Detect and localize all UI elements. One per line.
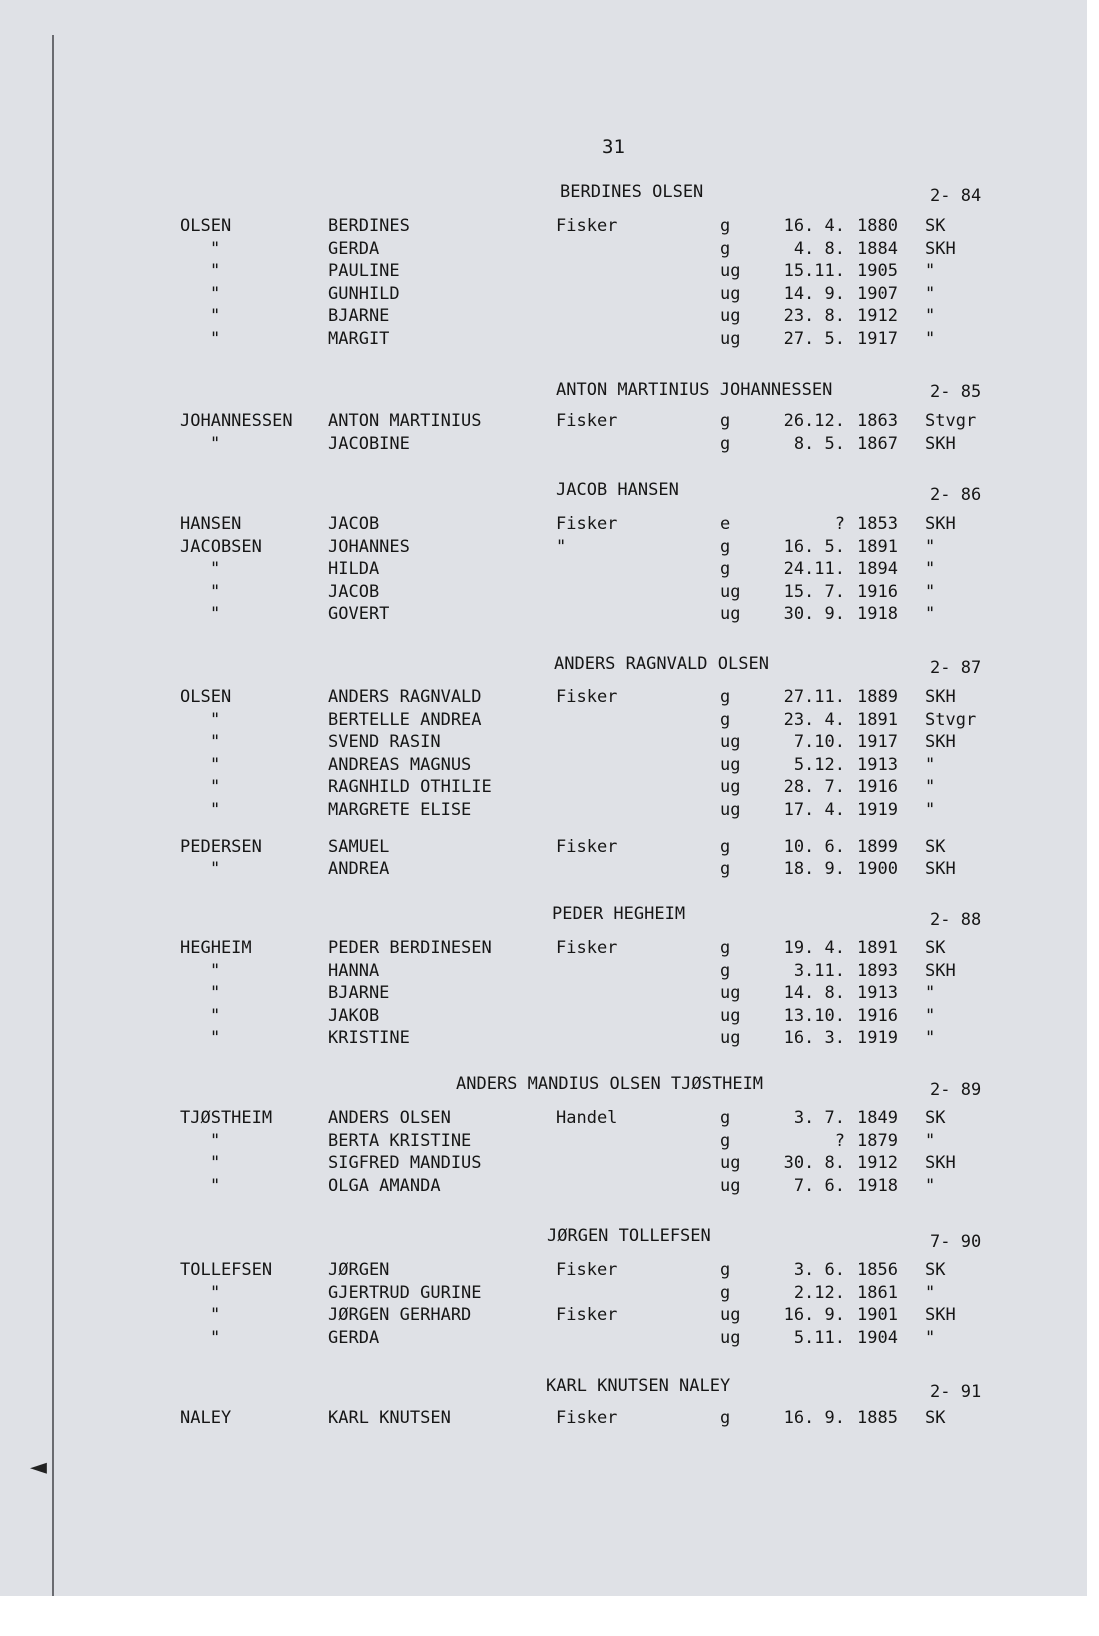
person-given-name: SAMUEL <box>328 836 390 857</box>
household-head-name: ANTON MARTINIUS JOHANNESSEN <box>556 380 833 400</box>
person-row <box>0 329 1099 352</box>
person-row <box>0 1176 1099 1199</box>
person-birth-place: " <box>925 983 936 1004</box>
person-surname: OLSEN <box>180 687 232 707</box>
scan-bottom-margin <box>0 1596 1099 1636</box>
person-status: g <box>720 238 731 259</box>
person-birth-year: 1893 <box>857 960 898 981</box>
person-birth-place: SK <box>925 1408 946 1428</box>
person-birth-place: SK <box>925 836 946 857</box>
person-birth-date: ? <box>834 1130 845 1151</box>
person-given-name: ANDREAS MAGNUS <box>328 754 472 775</box>
person-row <box>0 800 1099 823</box>
person-surname: " <box>210 433 221 454</box>
person-birth-year: 1894 <box>857 559 898 580</box>
person-given-name: SIGFRED MANDIUS <box>328 1153 482 1174</box>
person-row <box>0 559 1099 582</box>
household-code: 7- 90 <box>930 1232 982 1252</box>
person-row <box>0 1108 1099 1131</box>
person-birth-date: 7.10. <box>793 732 845 753</box>
person-given-name: GUNHILD <box>328 283 400 304</box>
household-code: 2- 85 <box>930 382 982 402</box>
person-birth-place: SKH <box>925 514 956 534</box>
person-birth-date: 16. 9. <box>783 1305 845 1326</box>
person-given-name: JØRGEN <box>328 1260 390 1280</box>
person-row <box>0 216 1099 239</box>
person-birth-place: " <box>925 604 936 625</box>
person-given-name: JACOB <box>328 581 380 602</box>
person-surname: " <box>210 709 221 730</box>
person-given-name: JACOBINE <box>328 433 410 454</box>
person-birth-year: 1901 <box>857 1305 898 1326</box>
person-given-name: BERTA KRISTINE <box>328 1130 472 1151</box>
person-birth-year: 1905 <box>857 261 898 282</box>
person-status: ug <box>720 261 741 282</box>
person-given-name: GERDA <box>328 1327 380 1348</box>
person-surname: HANSEN <box>180 514 242 534</box>
person-surname: " <box>210 306 221 327</box>
person-surname: " <box>210 754 221 775</box>
person-given-name: GOVERT <box>328 604 390 625</box>
person-status: ug <box>720 1005 741 1026</box>
person-birth-date: 10. 6. <box>783 836 845 857</box>
household-head-name: BERDINES OLSEN <box>560 182 704 202</box>
person-birth-date: 27. 5. <box>783 329 845 349</box>
person-birth-place: " <box>925 261 936 282</box>
person-birth-year: 1904 <box>857 1327 898 1348</box>
person-given-name: HANNA <box>328 960 380 981</box>
person-given-name: JACOB <box>328 514 380 534</box>
person-birth-date: 16. 4. <box>783 216 845 236</box>
person-status: e <box>720 514 731 534</box>
person-occupation: Fisker <box>556 1260 618 1280</box>
person-status: ug <box>720 1305 741 1326</box>
person-surname: " <box>210 1028 221 1049</box>
person-given-name: MARGIT <box>328 329 390 349</box>
person-birth-year: 1863 <box>857 411 898 431</box>
person-given-name: BJARNE <box>328 306 390 327</box>
person-row <box>0 1006 1099 1029</box>
person-surname: OLSEN <box>180 216 232 236</box>
person-birth-date: 30. 9. <box>783 604 845 625</box>
person-given-name: RAGNHILD OTHILIE <box>328 777 492 798</box>
person-status: ug <box>720 1327 741 1348</box>
person-surname: PEDERSEN <box>180 836 262 857</box>
person-status: g <box>720 1130 731 1151</box>
person-birth-year: 1919 <box>857 800 898 820</box>
person-birth-place: SKH <box>925 960 956 981</box>
person-row <box>0 434 1099 457</box>
person-status: ug <box>720 581 741 602</box>
person-surname: " <box>210 238 221 259</box>
person-status: g <box>720 1282 731 1303</box>
person-surname: TOLLEFSEN <box>180 1260 273 1280</box>
person-birth-date: 15. 7. <box>783 581 845 602</box>
person-row <box>0 582 1099 605</box>
person-birth-place: " <box>925 559 936 580</box>
person-birth-year: 1891 <box>857 938 898 958</box>
person-status: g <box>720 836 731 857</box>
person-given-name: BERTELLE ANDREA <box>328 709 482 730</box>
person-birth-place: " <box>925 1028 936 1049</box>
person-birth-date: 3.11. <box>793 960 845 981</box>
person-given-name: BJARNE <box>328 983 390 1004</box>
person-row <box>0 239 1099 262</box>
person-status: ug <box>720 1028 741 1049</box>
person-birth-year: 1867 <box>857 433 898 454</box>
household-code: 2- 88 <box>930 910 982 930</box>
person-surname: " <box>210 960 221 981</box>
person-birth-date: 4. 8. <box>793 238 845 259</box>
person-birth-year: 1917 <box>857 329 898 349</box>
household-head-name: ANDERS RAGNVALD OLSEN <box>554 654 769 674</box>
person-birth-date: 5.12. <box>793 754 845 775</box>
person-birth-place: SKH <box>925 238 956 259</box>
person-birth-place: SK <box>925 1260 946 1280</box>
person-birth-year: 1884 <box>857 238 898 259</box>
person-status: ug <box>720 1175 741 1196</box>
person-given-name: PAULINE <box>328 261 400 282</box>
person-row <box>0 755 1099 778</box>
person-birth-date: 14. 8. <box>783 983 845 1004</box>
person-status: g <box>720 687 731 707</box>
person-given-name: ANTON MARTINIUS <box>328 411 482 431</box>
person-status: ug <box>720 1153 741 1174</box>
person-birth-place: Stvgr <box>925 709 977 730</box>
person-row <box>0 514 1099 537</box>
person-birth-place: " <box>925 777 936 798</box>
person-birth-place: SK <box>925 938 946 958</box>
person-birth-place: " <box>925 800 936 820</box>
household-head-name: ANDERS MANDIUS OLSEN TJØSTHEIM <box>456 1074 764 1094</box>
person-surname: " <box>210 777 221 798</box>
person-occupation: Fisker <box>556 938 618 958</box>
person-row <box>0 837 1099 860</box>
household-head-name: JØRGEN TOLLEFSEN <box>547 1226 711 1246</box>
person-row <box>0 1260 1099 1283</box>
person-birth-year: 1891 <box>857 709 898 730</box>
person-row <box>0 1131 1099 1154</box>
person-given-name: JOHANNES <box>328 536 410 557</box>
household-code: 2- 84 <box>930 186 982 206</box>
person-surname: TJØSTHEIM <box>180 1108 273 1128</box>
person-birth-year: 1913 <box>857 983 898 1004</box>
person-surname: NALEY <box>180 1408 232 1428</box>
household-head-name: PEDER HEGHEIM <box>552 904 686 924</box>
person-row <box>0 983 1099 1006</box>
person-birth-year: 1912 <box>857 306 898 327</box>
person-birth-place: " <box>925 1005 936 1026</box>
person-status: g <box>720 859 731 880</box>
person-birth-year: 1900 <box>857 859 898 880</box>
person-birth-date: 30. 8. <box>783 1153 845 1174</box>
person-status: ug <box>720 329 741 349</box>
person-birth-year: 1856 <box>857 1260 898 1280</box>
person-given-name: ANDERS RAGNVALD <box>328 687 482 707</box>
household-code: 2- 91 <box>930 1382 982 1402</box>
person-birth-place: SK <box>925 216 946 236</box>
person-birth-place: " <box>925 306 936 327</box>
person-given-name: SVEND RASIN <box>328 732 441 753</box>
person-birth-date: 8. 5. <box>793 433 845 454</box>
person-row <box>0 938 1099 961</box>
household-code: 2- 87 <box>930 658 982 678</box>
person-birth-date: 3. 6. <box>793 1260 845 1280</box>
person-status: g <box>720 216 731 236</box>
person-surname: " <box>210 800 221 820</box>
person-birth-place: " <box>925 283 936 304</box>
person-birth-date: 24.11. <box>783 559 845 580</box>
person-birth-year: 1879 <box>857 1130 898 1151</box>
person-birth-year: 1912 <box>857 1153 898 1174</box>
person-birth-date: 7. 6. <box>793 1175 845 1196</box>
person-birth-place: " <box>925 329 936 349</box>
person-surname: " <box>210 329 221 349</box>
person-given-name: ANDERS OLSEN <box>328 1108 451 1128</box>
person-occupation: Fisker <box>556 514 618 534</box>
person-birth-place: SKH <box>925 1305 956 1326</box>
household-head-name: KARL KNUTSEN NALEY <box>546 1376 731 1396</box>
person-birth-place: " <box>925 1327 936 1348</box>
person-birth-place: SKH <box>925 1153 956 1174</box>
person-surname: " <box>210 283 221 304</box>
person-status: g <box>720 559 731 580</box>
person-row <box>0 284 1099 307</box>
person-birth-place: " <box>925 1282 936 1303</box>
person-birth-date: 16. 9. <box>783 1408 845 1428</box>
person-row <box>0 1408 1099 1431</box>
person-row <box>0 687 1099 710</box>
person-birth-year: 1907 <box>857 283 898 304</box>
person-occupation: Fisker <box>556 411 618 431</box>
person-status: g <box>720 1408 731 1428</box>
person-surname: " <box>210 261 221 282</box>
person-status: g <box>720 1108 731 1128</box>
person-birth-place: SKH <box>925 433 956 454</box>
person-birth-year: 1918 <box>857 604 898 625</box>
person-birth-place: " <box>925 1130 936 1151</box>
person-row <box>0 1328 1099 1351</box>
person-birth-year: 1917 <box>857 732 898 753</box>
person-surname: " <box>210 604 221 625</box>
person-given-name: MARGRETE ELISE <box>328 800 472 820</box>
person-birth-date: 17. 4. <box>783 800 845 820</box>
person-surname: " <box>210 1175 221 1196</box>
person-given-name: GERDA <box>328 238 380 259</box>
person-given-name: JØRGEN GERHARD <box>328 1305 472 1326</box>
person-status: ug <box>720 283 741 304</box>
person-birth-date: 13.10. <box>783 1005 845 1026</box>
person-status: g <box>720 411 731 431</box>
person-row <box>0 859 1099 882</box>
person-birth-year: 1861 <box>857 1282 898 1303</box>
margin-arrow-mark: ◄ <box>30 1455 47 1480</box>
person-status: ug <box>720 777 741 798</box>
person-birth-year: 1899 <box>857 836 898 857</box>
person-birth-place: Stvgr <box>925 411 977 431</box>
person-status: ug <box>720 604 741 625</box>
person-status: ug <box>720 800 741 820</box>
person-birth-date: 14. 9. <box>783 283 845 304</box>
person-occupation: Handel <box>556 1108 618 1128</box>
person-birth-year: 1889 <box>857 687 898 707</box>
person-birth-date: ? <box>834 514 845 534</box>
person-status: g <box>720 1260 731 1280</box>
person-birth-place: " <box>925 581 936 602</box>
person-row <box>0 1153 1099 1176</box>
person-surname: " <box>210 859 221 880</box>
person-given-name: OLGA AMANDA <box>328 1175 441 1196</box>
person-status: g <box>720 938 731 958</box>
person-surname: " <box>210 1005 221 1026</box>
person-given-name: PEDER BERDINESEN <box>328 938 492 958</box>
person-occupation: Fisker <box>556 216 618 236</box>
person-birth-year: 1891 <box>857 536 898 557</box>
person-given-name: HILDA <box>328 559 380 580</box>
person-birth-year: 1918 <box>857 1175 898 1196</box>
person-birth-year: 1919 <box>857 1028 898 1049</box>
person-status: ug <box>720 732 741 753</box>
person-surname: " <box>210 559 221 580</box>
person-row <box>0 777 1099 800</box>
person-status: ug <box>720 983 741 1004</box>
person-row <box>0 1283 1099 1306</box>
person-birth-place: " <box>925 536 936 557</box>
person-birth-place: SKH <box>925 732 956 753</box>
person-birth-date: 23. 8. <box>783 306 845 327</box>
person-birth-date: 15.11. <box>783 261 845 282</box>
person-row <box>0 961 1099 984</box>
person-birth-place: " <box>925 754 936 775</box>
person-surname: " <box>210 581 221 602</box>
person-birth-year: 1849 <box>857 1108 898 1128</box>
person-occupation: Fisker <box>556 687 618 707</box>
person-birth-date: 16. 5. <box>783 536 845 557</box>
person-given-name: ANDREA <box>328 859 390 880</box>
person-status: g <box>720 709 731 730</box>
person-row <box>0 604 1099 627</box>
person-birth-place: SKH <box>925 859 956 880</box>
person-status: g <box>720 960 731 981</box>
person-birth-date: 5.11. <box>793 1327 845 1348</box>
person-row <box>0 710 1099 733</box>
person-surname: HEGHEIM <box>180 938 252 958</box>
person-birth-year: 1916 <box>857 581 898 602</box>
person-status: ug <box>720 754 741 775</box>
person-surname: JACOBSEN <box>180 536 262 557</box>
person-status: g <box>720 536 731 557</box>
person-birth-date: 16. 3. <box>783 1028 845 1049</box>
person-row <box>0 411 1099 434</box>
person-occupation: " <box>556 536 567 557</box>
person-birth-date: 27.11. <box>783 687 845 707</box>
person-birth-year: 1885 <box>857 1408 898 1428</box>
person-given-name: KRISTINE <box>328 1028 410 1049</box>
person-given-name: KARL KNUTSEN <box>328 1408 451 1428</box>
person-status: ug <box>720 306 741 327</box>
page-number: 31 <box>602 136 625 158</box>
person-given-name: GJERTRUD GURINE <box>328 1282 482 1303</box>
person-row <box>0 732 1099 755</box>
person-birth-year: 1916 <box>857 1005 898 1026</box>
person-birth-year: 1913 <box>857 754 898 775</box>
person-birth-date: 2.12. <box>793 1282 845 1303</box>
person-surname: " <box>210 1153 221 1174</box>
household-code: 2- 86 <box>930 485 982 505</box>
person-birth-date: 26.12. <box>783 411 845 431</box>
person-row <box>0 306 1099 329</box>
person-surname: " <box>210 1327 221 1348</box>
person-birth-date: 23. 4. <box>783 709 845 730</box>
person-birth-date: 3. 7. <box>793 1108 845 1128</box>
household-code: 2- 89 <box>930 1080 982 1100</box>
person-given-name: BERDINES <box>328 216 410 236</box>
person-row <box>0 537 1099 560</box>
person-surname: " <box>210 1282 221 1303</box>
person-birth-place: SK <box>925 1108 946 1128</box>
person-surname: " <box>210 983 221 1004</box>
person-surname: JOHANNESSEN <box>180 411 293 431</box>
person-surname: " <box>210 732 221 753</box>
person-birth-date: 28. 7. <box>783 777 845 798</box>
person-birth-date: 19. 4. <box>783 938 845 958</box>
person-birth-date: 18. 9. <box>783 859 845 880</box>
person-row <box>0 1305 1099 1328</box>
person-surname: " <box>210 1130 221 1151</box>
household-head-name: JACOB HANSEN <box>556 480 679 500</box>
person-birth-year: 1853 <box>857 514 898 534</box>
person-occupation: Fisker <box>556 836 618 857</box>
person-birth-place: SKH <box>925 687 956 707</box>
person-occupation: Fisker <box>556 1305 618 1326</box>
person-status: g <box>720 433 731 454</box>
person-row <box>0 1028 1099 1051</box>
person-given-name: JAKOB <box>328 1005 380 1026</box>
person-row <box>0 261 1099 284</box>
person-birth-place: " <box>925 1175 936 1196</box>
person-occupation: Fisker <box>556 1408 618 1428</box>
person-surname: " <box>210 1305 221 1326</box>
person-birth-year: 1880 <box>857 216 898 236</box>
person-birth-year: 1916 <box>857 777 898 798</box>
